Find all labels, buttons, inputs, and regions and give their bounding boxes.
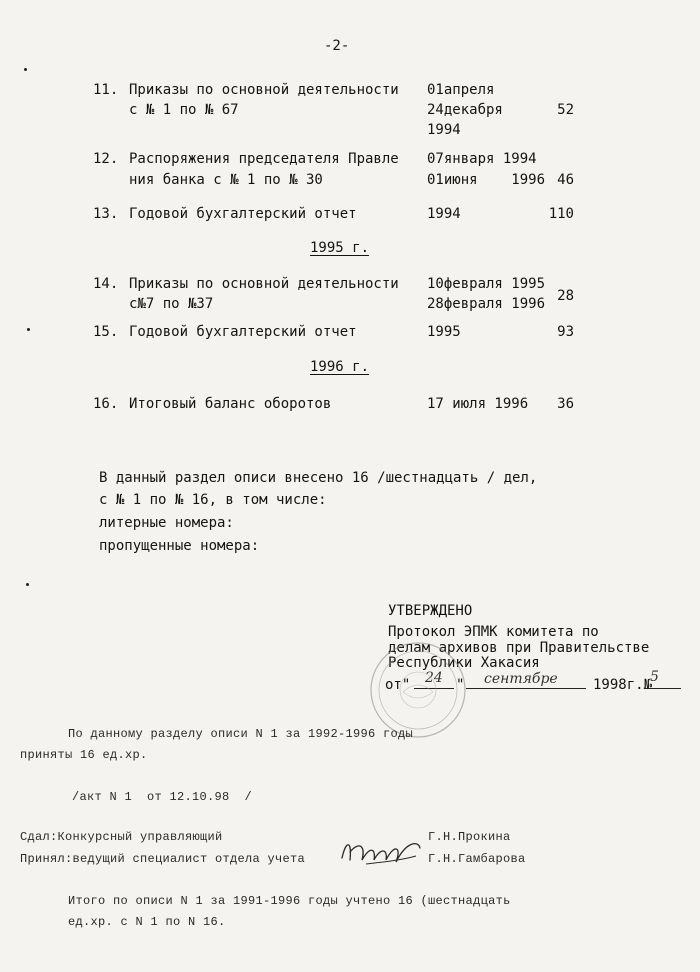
- approval-line: Республики Хакасия: [388, 655, 540, 671]
- handed-label: Сдал:Конкурсный управляющий: [20, 830, 223, 844]
- item-date-line: 1994: [427, 206, 461, 222]
- approval-date-mid: ": [456, 677, 465, 693]
- item-date-line: 24декабря: [427, 102, 503, 118]
- item-number: 14.: [93, 276, 119, 292]
- item-sheets: 52: [557, 102, 574, 118]
- scan-speck: [27, 328, 30, 331]
- approval-line: Протокол ЭПМК комитета по: [388, 624, 599, 640]
- item-title-line: Приказы по основной деятельности: [129, 82, 399, 98]
- handed-name: Г.Н.Прокина: [428, 830, 511, 844]
- item-number: 16.: [93, 396, 119, 412]
- item-title-line: Итоговый баланс оборотов: [129, 396, 332, 412]
- received-name: Г.Н.Гамбарова: [428, 852, 526, 866]
- footer-act: /акт N 1 от 12.10.98 /: [72, 790, 253, 804]
- approval-line: делам архивов при Правительстве: [388, 640, 650, 656]
- approval-year: 1998г.№: [593, 677, 653, 693]
- summary-line: с № 1 по № 16, в том числе:: [99, 492, 327, 508]
- item-sheets: 93: [557, 324, 574, 340]
- item-sheets: 28: [557, 288, 574, 304]
- item-number: 12.: [93, 151, 119, 167]
- footer-accepted-line: По данному разделу описи N 1 за 1992-1996 годы: [68, 727, 414, 741]
- item-date-line: 17 июля 1996: [427, 396, 529, 412]
- approval-protocol-no: 5: [650, 669, 659, 685]
- item-date-line: 07января 1994: [427, 151, 537, 167]
- summary-line: В данный раздел описи внесено 16 /шестнадцать / дел,: [99, 470, 538, 486]
- page-number: -2-: [324, 38, 350, 54]
- month-fill-line: [466, 688, 586, 689]
- item-date-line: 1994: [427, 122, 461, 138]
- item-title-line: Годовой бухгалтерский отчет: [129, 324, 357, 340]
- footer-accepted-count: приняты 16 ед.хр.: [20, 748, 148, 762]
- item-title-line: Годовой бухгалтерский отчет: [129, 206, 357, 222]
- item-number: 13.: [93, 206, 119, 222]
- handwritten-signature: [336, 834, 426, 874]
- protocol-fill-line: [645, 688, 681, 689]
- footer-total-line: Итого по описи N 1 за 1991-1996 годы учтено 16 (шестнадцать: [68, 894, 511, 908]
- item-date-line: 28февраля 1996: [427, 296, 546, 312]
- received-label: Принял:ведущий специалист отдела учета: [20, 852, 306, 866]
- scan-speck: [24, 68, 27, 71]
- item-title-line: ния банка с № 1 по № 30: [129, 172, 323, 188]
- summary-line: литерные номера:: [99, 515, 234, 531]
- approval-month: сентябре: [484, 671, 558, 687]
- approval-date-prefix: от": [385, 677, 411, 693]
- item-date-line: 10февраля 1995: [427, 276, 546, 292]
- item-title-line: с№7 по №37: [129, 296, 214, 312]
- item-sheets: 110: [548, 206, 574, 222]
- item-title-line: Приказы по основной деятельности: [129, 276, 399, 292]
- item-number: 11.: [93, 82, 119, 98]
- item-date-line: 01июня 1996: [427, 172, 546, 188]
- item-sheets: 46: [557, 172, 574, 188]
- item-sheets: 36: [557, 396, 574, 412]
- item-title-line: Распоряжения председателя Правле: [129, 151, 399, 167]
- summary-line: пропущенные номера:: [99, 538, 260, 554]
- year-header-1996: 1996 г.: [310, 359, 370, 375]
- scan-speck: [26, 583, 29, 586]
- approval-title: УТВЕРЖДЕНО: [388, 603, 473, 619]
- item-title-line: с № 1 по № 67: [129, 102, 239, 118]
- item-date-line: 01апреля: [427, 82, 495, 98]
- round-seal-stamp: [368, 640, 468, 740]
- year-header-1995: 1995 г.: [310, 240, 370, 256]
- approval-day: 24: [425, 670, 443, 686]
- item-date-line: 1995: [427, 324, 461, 340]
- footer-total-range: ед.хр. с N 1 по N 16.: [68, 915, 226, 929]
- item-number: 15.: [93, 324, 119, 340]
